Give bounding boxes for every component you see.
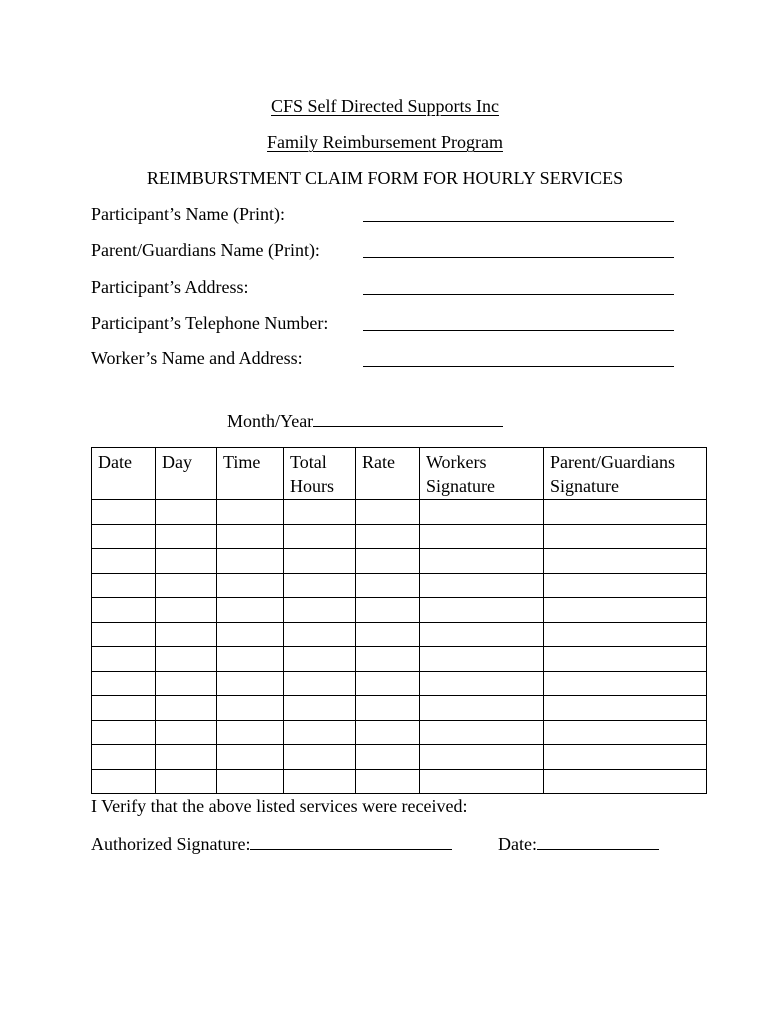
- column-header-day: Day: [156, 448, 217, 500]
- cell-day[interactable]: [156, 573, 217, 598]
- cell-total-hours[interactable]: [284, 500, 356, 525]
- participant-address-field[interactable]: [363, 294, 674, 295]
- cell-guardian-signature[interactable]: [544, 598, 707, 623]
- cell-guardian-signature[interactable]: [544, 696, 707, 721]
- form-title: REIMBURSTMENT CLAIM FORM FOR HOURLY SERVICES: [146, 168, 624, 188]
- cell-rate[interactable]: [356, 647, 420, 672]
- participant-name-label: Participant’s Name (Print):: [91, 204, 285, 224]
- cell-date[interactable]: [92, 671, 156, 696]
- cell-guardian-signature[interactable]: [544, 573, 707, 598]
- cell-workers-signature[interactable]: [420, 500, 544, 525]
- cell-time[interactable]: [217, 573, 284, 598]
- cell-date[interactable]: [92, 573, 156, 598]
- cell-date[interactable]: [92, 500, 156, 525]
- cell-workers-signature[interactable]: [420, 598, 544, 623]
- table-row: [92, 573, 707, 598]
- cell-date[interactable]: [92, 647, 156, 672]
- table-row: [92, 720, 707, 745]
- table-row: [92, 769, 707, 794]
- cell-day[interactable]: [156, 720, 217, 745]
- cell-day[interactable]: [156, 549, 217, 574]
- cell-rate[interactable]: [356, 745, 420, 770]
- cell-day[interactable]: [156, 622, 217, 647]
- authorized-signature-label: Authorized Signature:: [91, 834, 251, 854]
- cell-workers-signature[interactable]: [420, 647, 544, 672]
- table-row: [92, 500, 707, 525]
- table-row: [92, 745, 707, 770]
- cell-total-hours[interactable]: [284, 598, 356, 623]
- cell-rate[interactable]: [356, 696, 420, 721]
- cell-rate[interactable]: [356, 524, 420, 549]
- cell-rate[interactable]: [356, 671, 420, 696]
- cell-day[interactable]: [156, 696, 217, 721]
- cell-guardian-signature[interactable]: [544, 622, 707, 647]
- cell-rate[interactable]: [356, 549, 420, 574]
- cell-guardian-signature[interactable]: [544, 745, 707, 770]
- cell-date[interactable]: [92, 696, 156, 721]
- table-row: [92, 524, 707, 549]
- participant-address-label: Participant’s Address:: [91, 277, 249, 297]
- cell-time[interactable]: [217, 647, 284, 672]
- cell-workers-signature[interactable]: [420, 745, 544, 770]
- cell-total-hours[interactable]: [284, 769, 356, 794]
- worker-name-address-field[interactable]: [363, 366, 674, 367]
- cell-time[interactable]: [217, 622, 284, 647]
- cell-total-hours[interactable]: [284, 647, 356, 672]
- cell-time[interactable]: [217, 598, 284, 623]
- date-field[interactable]: [537, 831, 659, 850]
- hourly-services-table: [91, 447, 707, 794]
- cell-day[interactable]: [156, 647, 217, 672]
- cell-date[interactable]: [92, 745, 156, 770]
- cell-guardian-signature[interactable]: [544, 720, 707, 745]
- table-row: [92, 622, 707, 647]
- table-row: [92, 598, 707, 623]
- cell-time[interactable]: [217, 671, 284, 696]
- cell-date[interactable]: [92, 524, 156, 549]
- cell-day[interactable]: [156, 671, 217, 696]
- cell-rate[interactable]: [356, 720, 420, 745]
- participant-telephone-label: Participant’s Telephone Number:: [91, 313, 329, 333]
- guardian-name-label: Parent/Guardians Name (Print):: [91, 240, 320, 260]
- authorized-signature-row: [91, 831, 452, 855]
- date-label: Date:: [498, 834, 537, 854]
- cell-day[interactable]: [156, 500, 217, 525]
- column-header-date: Date: [92, 448, 156, 500]
- month-year-field[interactable]: [313, 408, 503, 427]
- cell-workers-signature[interactable]: [420, 549, 544, 574]
- cell-total-hours[interactable]: [284, 573, 356, 598]
- cell-day[interactable]: [156, 598, 217, 623]
- cell-guardian-signature[interactable]: [544, 647, 707, 672]
- cell-rate[interactable]: [356, 573, 420, 598]
- cell-time[interactable]: [217, 524, 284, 549]
- cell-total-hours[interactable]: [284, 622, 356, 647]
- table-header-row: [92, 448, 707, 500]
- date-row: [498, 831, 659, 855]
- cell-day[interactable]: [156, 745, 217, 770]
- verification-statement: I Verify that the above listed services were received:: [91, 796, 468, 816]
- column-header-total-hours: Total Hours: [284, 448, 356, 500]
- cell-time[interactable]: [217, 745, 284, 770]
- cell-total-hours[interactable]: [284, 696, 356, 721]
- cell-time[interactable]: [217, 720, 284, 745]
- cell-time[interactable]: [217, 549, 284, 574]
- cell-total-hours[interactable]: [284, 720, 356, 745]
- cell-rate[interactable]: [356, 598, 420, 623]
- cell-date[interactable]: [92, 622, 156, 647]
- cell-guardian-signature[interactable]: [544, 500, 707, 525]
- program-name: Family Reimbursement Program: [267, 132, 503, 152]
- cell-time[interactable]: [217, 769, 284, 794]
- participant-telephone-field[interactable]: [363, 330, 674, 331]
- cell-workers-signature[interactable]: [420, 720, 544, 745]
- cell-guardian-signature[interactable]: [544, 524, 707, 549]
- month-year-label: Month/Year: [227, 411, 314, 431]
- table-row: [92, 647, 707, 672]
- month-year-row: [227, 408, 503, 432]
- cell-date[interactable]: [92, 598, 156, 623]
- authorized-signature-field[interactable]: [250, 831, 452, 850]
- cell-guardian-signature[interactable]: [544, 671, 707, 696]
- cell-day[interactable]: [156, 769, 217, 794]
- cell-rate[interactable]: [356, 622, 420, 647]
- cell-workers-signature[interactable]: [420, 622, 544, 647]
- cell-rate[interactable]: [356, 769, 420, 794]
- cell-day[interactable]: [156, 524, 217, 549]
- cell-workers-signature[interactable]: [420, 573, 544, 598]
- cell-workers-signature[interactable]: [420, 769, 544, 794]
- cell-time[interactable]: [217, 696, 284, 721]
- worker-name-address-label: Worker’s Name and Address:: [91, 348, 303, 368]
- cell-total-hours[interactable]: [284, 549, 356, 574]
- guardian-name-field[interactable]: [363, 257, 674, 258]
- column-header-rate: Rate: [356, 448, 420, 500]
- cell-total-hours[interactable]: [284, 745, 356, 770]
- cell-rate[interactable]: [356, 500, 420, 525]
- cell-workers-signature[interactable]: [420, 696, 544, 721]
- cell-guardian-signature[interactable]: [544, 549, 707, 574]
- participant-name-field[interactable]: [363, 221, 674, 222]
- cell-date[interactable]: [92, 720, 156, 745]
- cell-guardian-signature[interactable]: [544, 769, 707, 794]
- table-row: [92, 671, 707, 696]
- column-header-workers-signature: Workers Signature: [420, 448, 544, 500]
- cell-workers-signature[interactable]: [420, 524, 544, 549]
- column-header-guardian-signature: Parent/Guardians Signature: [544, 448, 707, 500]
- table-row: [92, 549, 707, 574]
- cell-total-hours[interactable]: [284, 524, 356, 549]
- organization-name: CFS Self Directed Supports Inc: [271, 96, 499, 116]
- cell-date[interactable]: [92, 769, 156, 794]
- cell-time[interactable]: [217, 500, 284, 525]
- cell-date[interactable]: [92, 549, 156, 574]
- cell-total-hours[interactable]: [284, 671, 356, 696]
- table-row: [92, 696, 707, 721]
- cell-workers-signature[interactable]: [420, 671, 544, 696]
- column-header-time: Time: [217, 448, 284, 500]
